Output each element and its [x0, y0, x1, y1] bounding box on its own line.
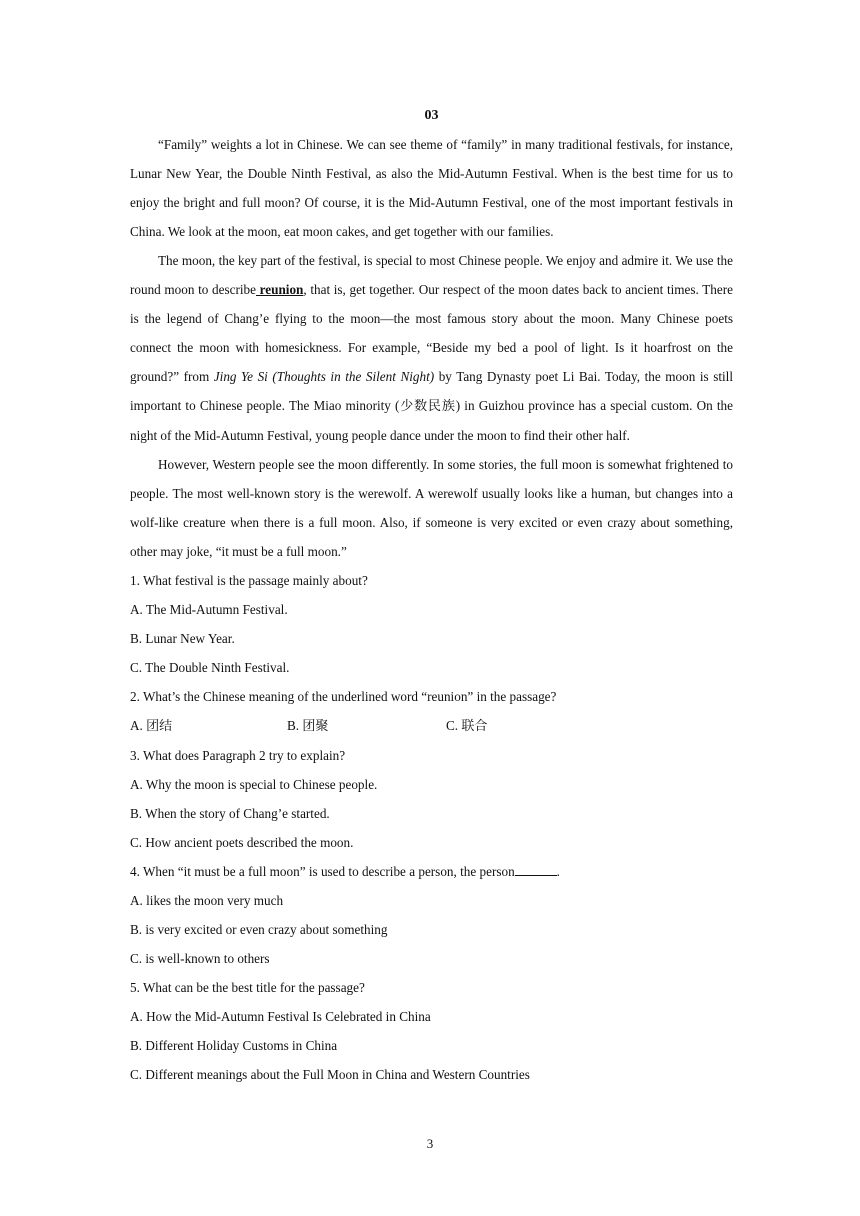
options-row — [130, 711, 733, 741]
question-1 — [130, 566, 733, 682]
option-c: C. is well-known to others — [130, 951, 270, 966]
page-number: 3 — [426, 1136, 434, 1151]
option-a: A. The Mid-Autumn Festival. — [130, 602, 288, 617]
option-b: B. When the story of Chang’e started. — [130, 806, 330, 821]
option-c: C. The Double Ninth Festival. — [130, 660, 290, 675]
option-a: A. likes the moon very much — [130, 893, 284, 908]
option-c — [446, 711, 487, 741]
question-stem — [130, 857, 733, 886]
option-c: C. How ancient poets described the moon. — [130, 835, 354, 850]
option-b: B. is very excited or even crazy about something — [130, 922, 388, 937]
question-stem-end: . — [556, 864, 560, 879]
question-stem: 5. What can be the best title for the passage? — [130, 980, 365, 995]
question-2 — [130, 682, 733, 741]
paragraph-2 — [130, 246, 733, 450]
paragraph-2-part-a: The moon, the key part of the festival, is special to most Chinese people. We enjoy and admire it. We use the round moon to describe — [130, 253, 733, 297]
question-stem: 1. What festival is the passage mainly about? — [130, 573, 368, 588]
question-3 — [130, 741, 733, 857]
option-b: B. Different Holiday Customs in China — [130, 1038, 338, 1053]
option-a — [130, 711, 287, 741]
option-text: 联合 — [461, 719, 488, 734]
option-label: C. — [446, 718, 459, 733]
paragraph-1: “Family” weights a lot in Chinese. We can see theme of “family” in many traditional festivals, for instance, Lunar New Year, the Double Ninth Festival, as also the Mid-Autumn Festival. When is the best time for us to enjoy the bright and full moon? Of course, it is the Mid-Autumn Festival, one of the most important festivals in China. We look at the moon, eat moon cakes, and get together with our families. — [130, 137, 733, 239]
question-stem-text: 4. When “it must be a full moon” is used to describe a person, the person — [130, 864, 515, 879]
question-5 — [130, 973, 733, 1089]
section-heading: 03 — [424, 108, 439, 123]
underlined-word-reunion: reunion — [255, 282, 304, 297]
paragraph-2-part-c: by Tang Dynasty poet Li Bai. Today, the moon is still important to Chinese people. The Miao minority ( — [130, 369, 733, 413]
paragraph-2-part-d: ) in Guizhou province has a special custom. On the night of the Mid-Autumn Festival, young people dance under the moon to find their other half. — [130, 398, 733, 443]
poem-title: Jing Ye Si (Thoughts in the Silent Night) — [213, 369, 435, 384]
question-stem: 2. What’s the Chinese meaning of the underlined word “reunion” in the passage? — [130, 689, 557, 704]
option-text: 团结 — [146, 719, 173, 734]
option-label: B. — [287, 718, 300, 733]
answer-blank — [515, 863, 557, 876]
question-4 — [130, 857, 733, 973]
paragraph-3: However, Western people see the moon differently. In some stories, the full moon is somewhat frightened to people. The most well-known story is the werewolf. A werewolf usually looks like a human, but changes into a wolf-like creature when there is a full moon. Also, if someone is very excited or even crazy about something, other may joke, “it must be a full moon.” — [130, 457, 733, 559]
option-text: 团聚 — [302, 719, 329, 734]
document-page — [130, 106, 733, 1089]
option-a: A. How the Mid-Autumn Festival Is Celebrated in China — [130, 1009, 431, 1024]
question-stem: 3. What does Paragraph 2 try to explain? — [130, 748, 346, 763]
option-a: A. Why the moon is special to Chinese people. — [130, 777, 378, 792]
option-b: B. Lunar New Year. — [130, 631, 235, 646]
option-label: A. — [130, 718, 143, 733]
chinese-annotation: 少数民族 — [399, 399, 456, 414]
option-c: C. Different meanings about the Full Moon in China and Western Countries — [130, 1067, 530, 1082]
paragraph-2-part-b: , that is, get together. Our respect of the moon dates back to ancient times. There is the legend of Chang’e flying to the moon—the most famous story about the moon. Many Chinese poets connect the moon with homesickness. For example, “Beside my bed a pool of light. Is it hoarfrost on the ground?” from — [130, 282, 733, 384]
option-b — [287, 711, 446, 741]
